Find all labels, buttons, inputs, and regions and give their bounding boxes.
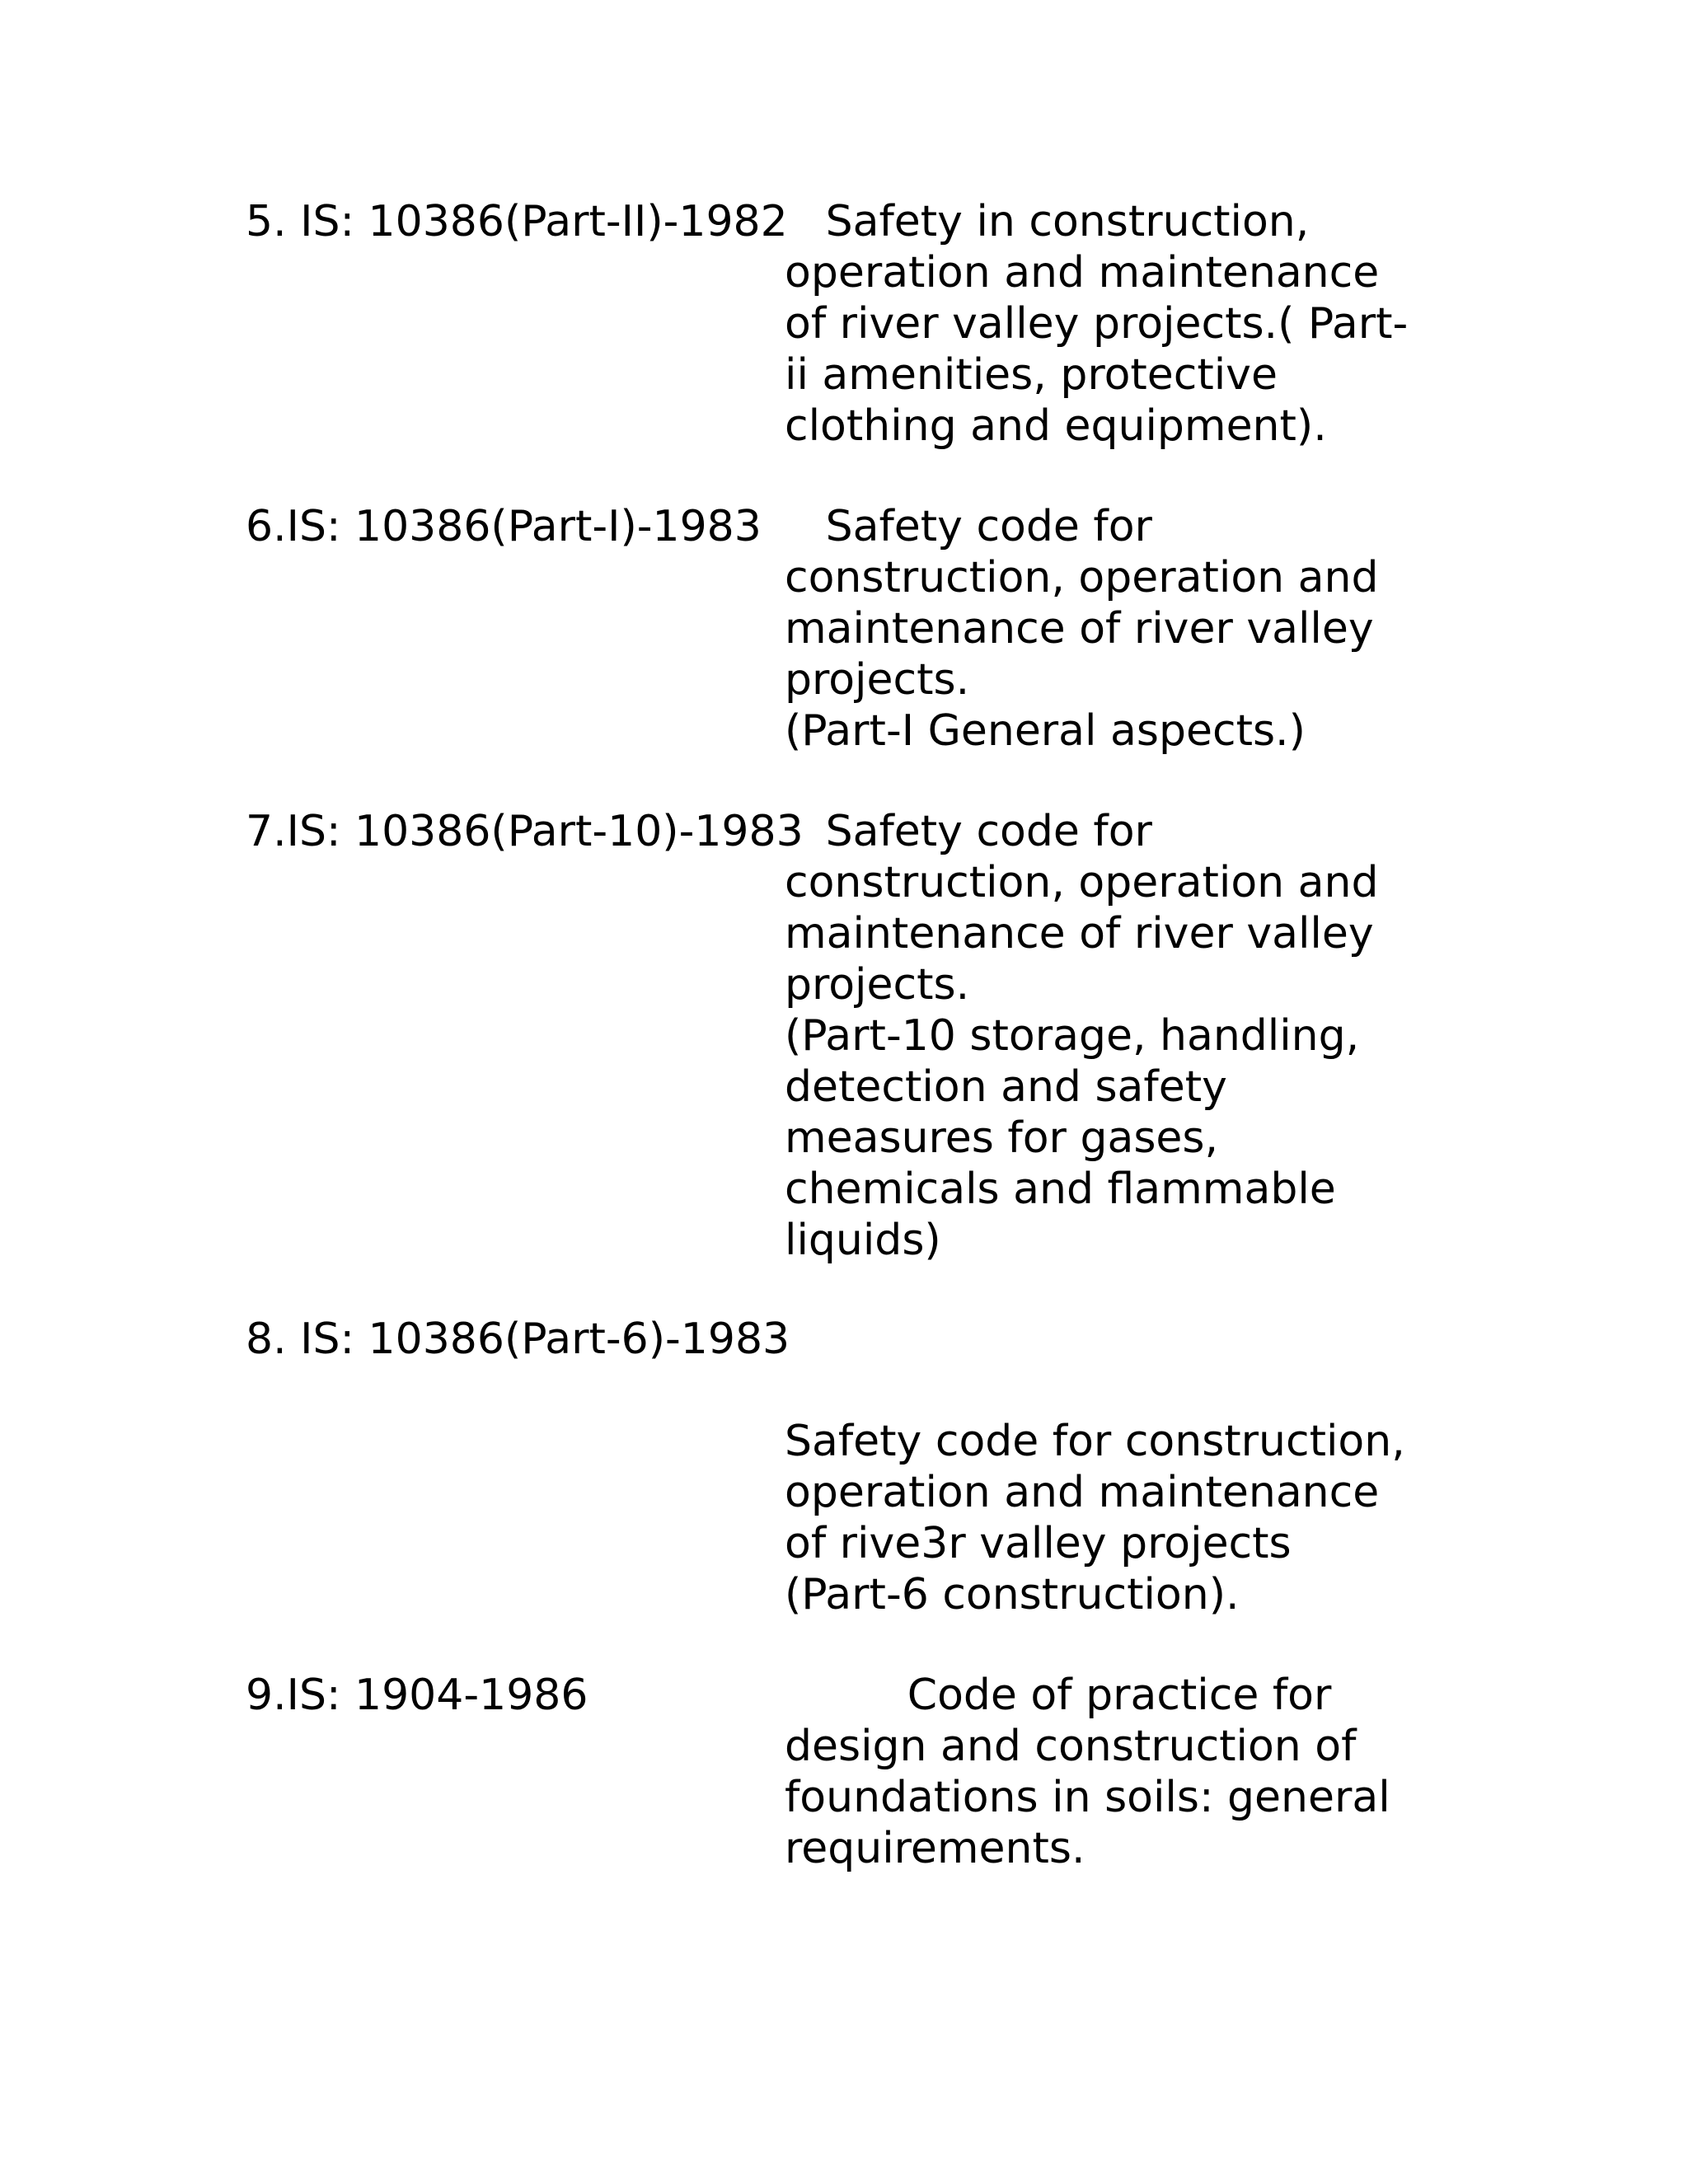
- description-line: Safety code for: [785, 502, 1152, 551]
- description-line: requirements.: [785, 1824, 1085, 1873]
- description-line: of rive3r valley projects: [785, 1519, 1292, 1568]
- description-line: maintenance of river valley: [785, 604, 1374, 654]
- description-line: detection and safety: [785, 1062, 1227, 1112]
- description-line: Code of practice for: [785, 1671, 1332, 1720]
- description-line: operation and maintenance: [785, 248, 1380, 298]
- description-line: of river valley projects.( Part-: [785, 299, 1409, 349]
- description-line: clothing and equipment).: [785, 401, 1327, 451]
- entry-description-6: [785, 501, 1625, 757]
- entry-code-6: 6.IS: 10386(Part-I)-1983: [246, 502, 762, 551]
- description-line: design and construction of: [785, 1722, 1357, 1771]
- entry-code-5: 5. IS: 10386(Part-II)-1982: [246, 197, 788, 246]
- description-line: chemicals and flammable: [785, 1165, 1336, 1214]
- entry-description-8: [785, 1416, 1625, 1620]
- description-line: maintenance of river valley: [785, 909, 1374, 958]
- description-line: foundations in soils: general: [785, 1773, 1390, 1822]
- description-line: measures for gases,: [785, 1113, 1219, 1163]
- entry-description-9: [785, 1670, 1625, 1874]
- description-line: Safety in construction,: [785, 197, 1310, 246]
- description-line: projects.: [785, 960, 970, 1010]
- description-line: Safety code for construction,: [785, 1417, 1405, 1466]
- description-line: (Part-6 construction).: [785, 1570, 1240, 1619]
- description-line: liquids): [785, 1216, 941, 1265]
- description-line: (Part-I General aspects.): [785, 706, 1306, 756]
- entry-code-7: 7.IS: 10386(Part-10)-1983: [246, 807, 804, 856]
- description-line: Safety code for: [785, 807, 1152, 856]
- description-line: ii amenities, protective: [785, 350, 1278, 400]
- description-line: construction, operation and: [785, 858, 1379, 907]
- description-line: construction, operation and: [785, 553, 1379, 602]
- entry-code-9: 9.IS: 1904-1986: [246, 1671, 588, 1720]
- description-line: operation and maintenance: [785, 1468, 1380, 1517]
- entry-description-5: [785, 196, 1625, 452]
- description-line: projects.: [785, 655, 970, 705]
- entry-description-7: [785, 806, 1625, 1266]
- entry-code-8: 8. IS: 10386(Part-6)-1983: [246, 1315, 790, 1364]
- description-line: (Part-10 storage, handling,: [785, 1011, 1360, 1061]
